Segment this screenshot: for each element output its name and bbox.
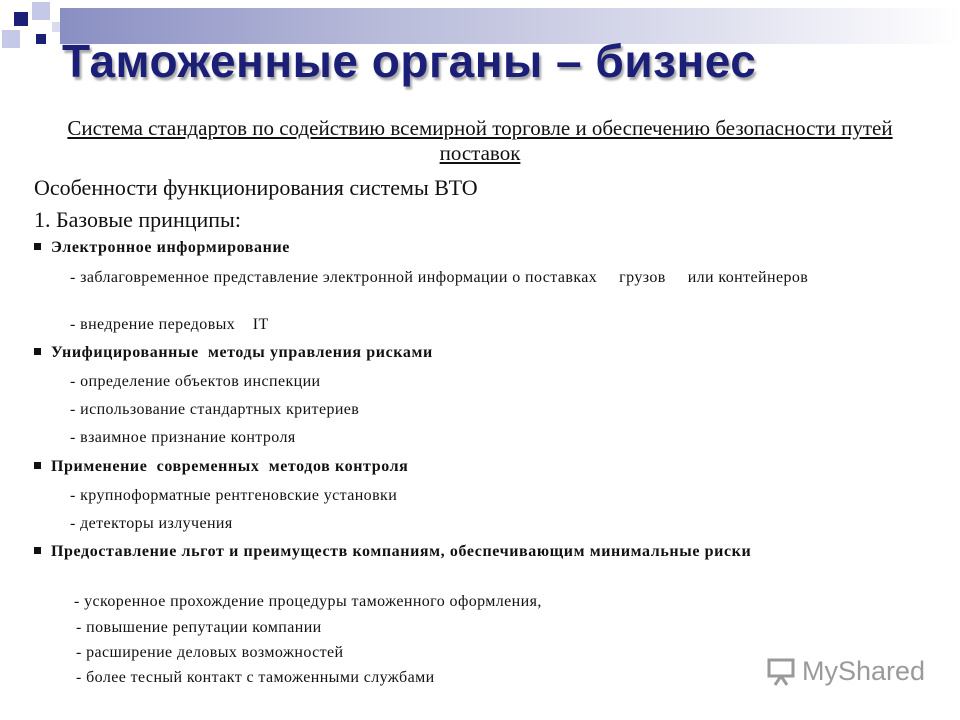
list-item: - использование стандартных критериев (70, 401, 360, 418)
list-item: - повышение репутации компании (76, 619, 322, 636)
slide-title: Таможенные органы – бизнес (62, 35, 757, 87)
section-heading: Особенности функционирования системы ВТО (34, 175, 478, 200)
slide-subtitle: Система стандартов по содействию всемирной торговле и обеспечению безопасности путей поставок (67, 116, 893, 165)
list-item: - внедрение передовых IT (70, 316, 269, 333)
list-item: - детекторы излучения (70, 515, 233, 532)
bullet-title: Предоставление льгот и преимуществ компаниям, обеспечивающим минимальные риски (51, 543, 752, 560)
bullet-risk-methods (34, 344, 433, 362)
watermark-text: MyShared (802, 656, 926, 686)
bullet-square-icon (34, 243, 41, 250)
list-item: - определение объектов инспекции (70, 373, 321, 390)
bullet-control-methods (34, 458, 408, 476)
principles-heading: 1. Базовые принципы: (34, 207, 241, 232)
list-item: - более тесный контакт с таможенными службами (76, 669, 435, 686)
presentation-board-icon (766, 657, 796, 687)
corner-square-dark-2 (36, 34, 46, 44)
corner-square-dark-1 (14, 12, 28, 26)
bullet-title: Унифицированные методы управления рисками (51, 344, 433, 361)
bullet-square-icon (34, 547, 41, 554)
bullet-title: Применение современных методов контроля (51, 458, 409, 475)
list-item: - взаимное признание контроля (70, 429, 296, 446)
bullet-benefits (34, 542, 894, 562)
list-item: - ускоренное прохождение процедуры таможенного оформления, (74, 593, 542, 610)
list-item: - заблаговременное представление электронной информации о поставках грузов или контейнеров (70, 269, 809, 286)
list-item: - крупноформатные рентгеновские установки (70, 487, 398, 504)
bullet-square-icon (34, 462, 41, 469)
corner-square-light-2 (2, 30, 20, 48)
bullet-electronic-info (34, 239, 290, 257)
watermark (766, 656, 925, 687)
bullet-square-icon (34, 348, 41, 355)
corner-square-light-1 (32, 2, 50, 20)
bullet-title: Электронное информирование (51, 239, 290, 256)
list-item: - расширение деловых возможностей (76, 644, 344, 661)
